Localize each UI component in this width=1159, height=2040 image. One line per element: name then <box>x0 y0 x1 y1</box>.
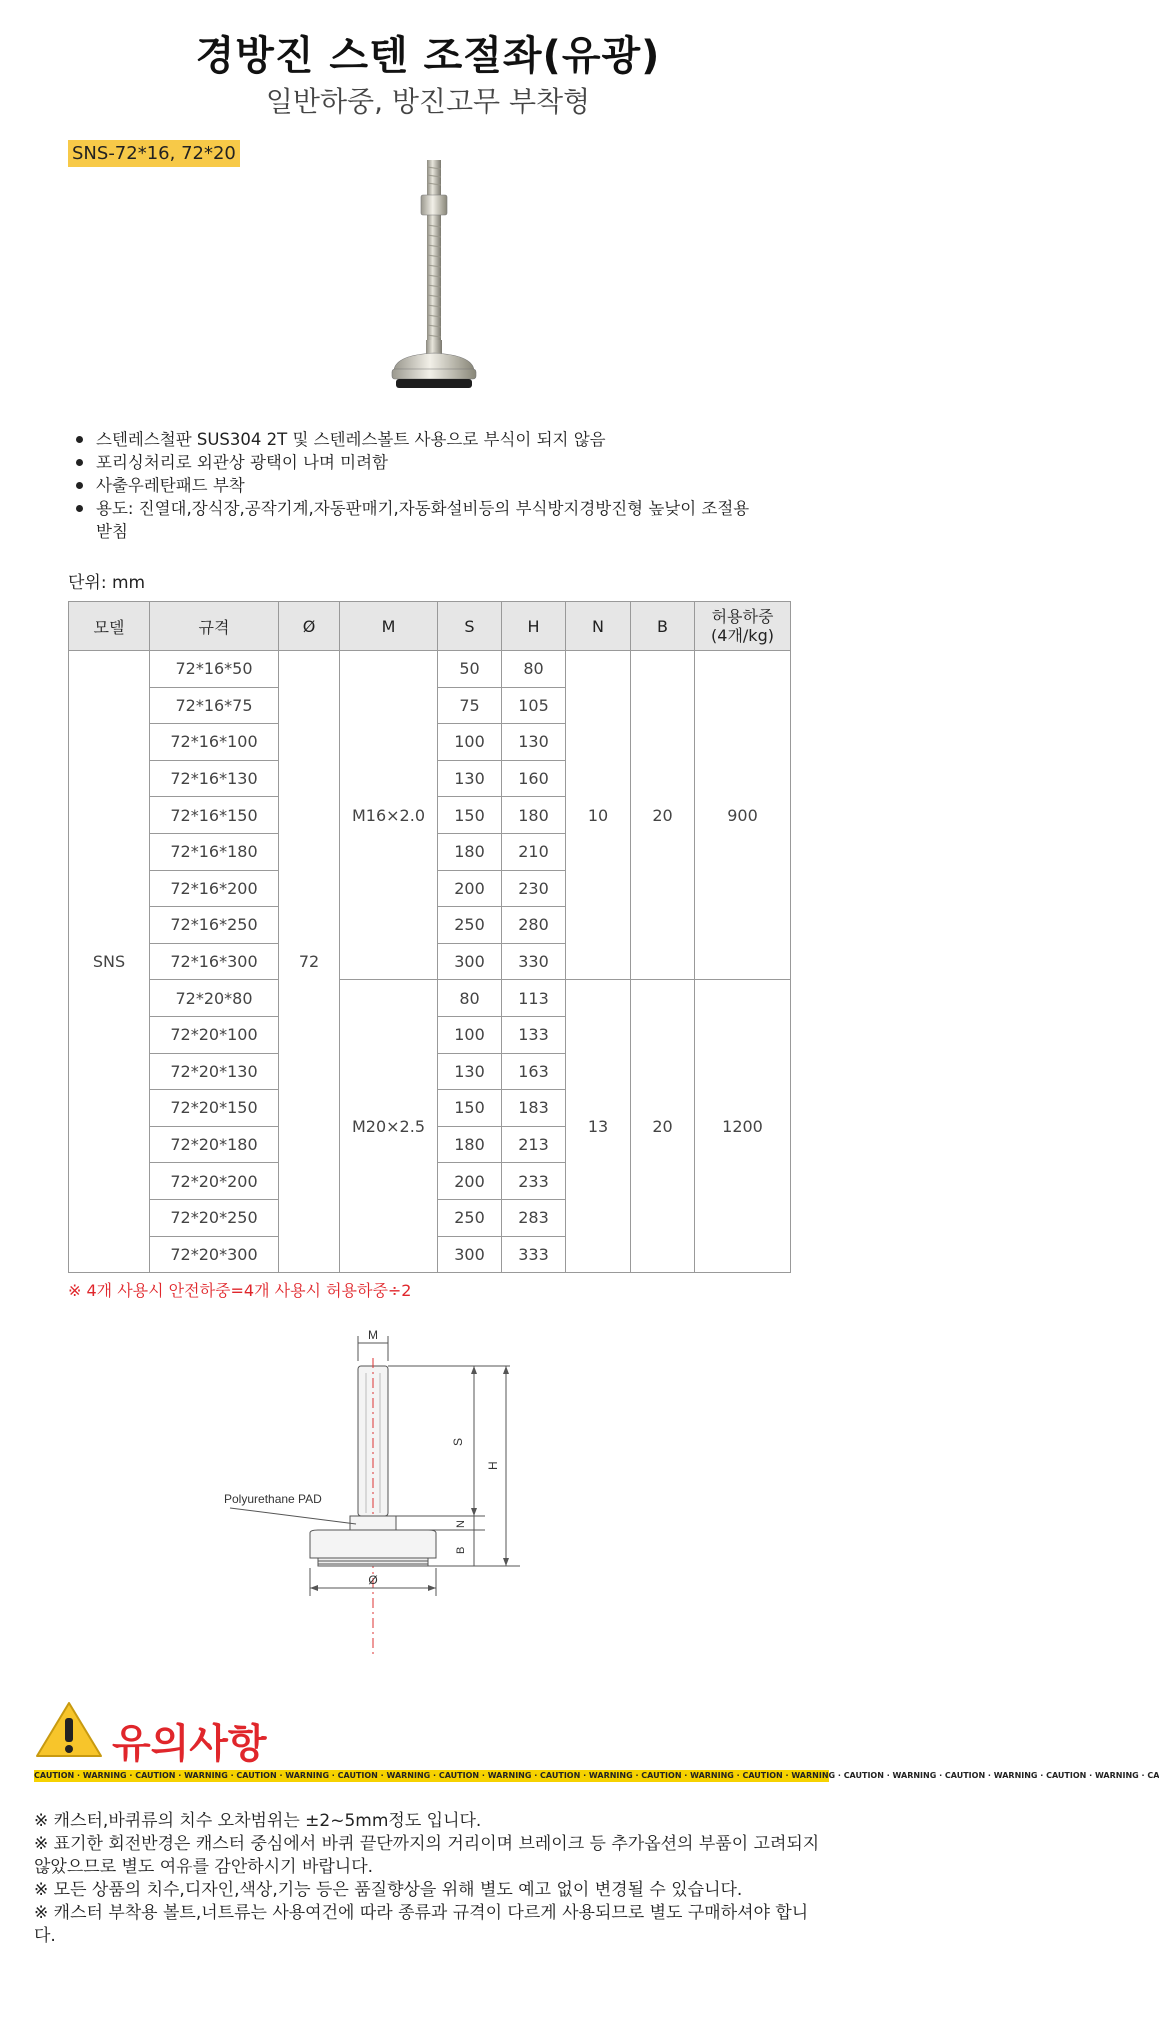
model-tag: SNS-72*16, 72*20 <box>68 140 240 167</box>
cell-s: 180 <box>438 1126 502 1163</box>
spec-table-body <box>69 651 791 1273</box>
cell-s: 300 <box>438 1236 502 1273</box>
table-row <box>69 651 791 688</box>
cell-h: 180 <box>502 797 566 834</box>
caution-title: 유의사항 <box>112 1721 267 1767</box>
page-title: 경방진 스텐 조절좌(유광) <box>195 33 661 79</box>
cell-m: M16×2.0 <box>340 651 438 980</box>
cell-spec: 72*16*130 <box>150 760 279 797</box>
cell-s: 200 <box>438 1163 502 1200</box>
dim-h-label: H <box>486 1461 500 1470</box>
feature-item: 포리싱처리로 외관상 광택이 나며 미려함 <box>70 451 770 474</box>
cell-b: 20 <box>631 980 695 1273</box>
cell-h: 113 <box>502 980 566 1017</box>
cell-s: 130 <box>438 1053 502 1090</box>
cell-s: 75 <box>438 687 502 724</box>
pad-label: Polyurethane PAD <box>224 1492 322 1506</box>
cell-spec: 72*20*150 <box>150 1090 279 1127</box>
cell-s: 150 <box>438 1090 502 1127</box>
leveling-foot-photo <box>380 155 490 405</box>
cell-spec: 72*20*200 <box>150 1163 279 1200</box>
cell-spec: 72*16*250 <box>150 907 279 944</box>
cell-m: M20×2.5 <box>340 980 438 1273</box>
warning-icon <box>34 1700 104 1760</box>
cell-s: 130 <box>438 760 502 797</box>
cell-n: 10 <box>566 651 631 980</box>
cell-load: 1200 <box>695 980 791 1273</box>
cell-spec: 72*20*130 <box>150 1053 279 1090</box>
cell-h: 183 <box>502 1090 566 1127</box>
feature-item: 용도: 진열대,장식장,공작기계,자동판매기,자동화설비등의 부식방지경방진형 높낮이 조절용 받침 <box>70 497 770 543</box>
cell-b: 20 <box>631 651 695 980</box>
cell-h: 163 <box>502 1053 566 1090</box>
safety-note: ※ 4개 사용시 안전하중=4개 사용시 허용하중÷2 <box>68 1281 412 1300</box>
cell-spec: 72*16*150 <box>150 797 279 834</box>
cell-s: 50 <box>438 651 502 688</box>
table-header-row <box>69 602 791 651</box>
cell-spec: 72*16*75 <box>150 687 279 724</box>
cell-h: 330 <box>502 943 566 980</box>
cell-h: 105 <box>502 687 566 724</box>
cell-s: 180 <box>438 833 502 870</box>
cell-diameter: 72 <box>279 651 340 1273</box>
cell-spec: 72*20*300 <box>150 1236 279 1273</box>
dim-b-label: B <box>455 1546 467 1554</box>
header-spec: 규격 <box>150 602 279 651</box>
caution-item: ※ 캐스터 부착용 볼트,너트류는 사용여건에 따라 종류과 규격이 다르게 사용되므로 별도 구매하셔야 합니다. <box>34 1903 809 1946</box>
feature-list <box>70 428 770 543</box>
cell-h: 213 <box>502 1126 566 1163</box>
cell-spec: 72*16*200 <box>150 870 279 907</box>
cell-spec: 72*16*100 <box>150 724 279 761</box>
dimension-diagram <box>210 1328 610 1688</box>
cell-h: 160 <box>502 760 566 797</box>
cell-model: SNS <box>69 651 150 1273</box>
header-load: 허용하중 (4개/kg) <box>695 602 791 651</box>
cell-s: 250 <box>438 1199 502 1236</box>
spec-table <box>68 601 791 1273</box>
header-m: M <box>340 602 438 651</box>
cell-s: 80 <box>438 980 502 1017</box>
cell-h: 133 <box>502 1016 566 1053</box>
cell-h: 210 <box>502 833 566 870</box>
cell-h: 283 <box>502 1199 566 1236</box>
cell-spec: 72*20*100 <box>150 1016 279 1053</box>
cell-h: 230 <box>502 870 566 907</box>
caution-tape: CAUTION · WARNING · CAUTION · WARNING · CAUTION · WARNING · CAUTION · WARNING · CAUTION · WARNING · CAUTION · WARNING · CAUTION · WARNING · CAUTION · WARNING · CAUTION · WARNING · CAUTION · WARNING · CAUTION · WARNING · CA <box>34 1771 1159 1780</box>
header-diameter: Ø <box>279 602 340 651</box>
cell-h: 130 <box>502 724 566 761</box>
cell-spec: 72*16*50 <box>150 651 279 688</box>
cell-spec: 72*16*180 <box>150 833 279 870</box>
caution-item: ※ 모든 상품의 치수,디자인,색상,기능 등은 품질향상을 위해 별도 예고 없이 변경될 수 있습니다. <box>34 1880 743 1900</box>
cell-load: 900 <box>695 651 791 980</box>
dim-m-label: M <box>368 1328 378 1342</box>
cell-n: 13 <box>566 980 631 1273</box>
header-n: N <box>566 602 631 651</box>
cell-spec: 72*16*300 <box>150 943 279 980</box>
unit-label: 단위: mm <box>68 573 146 593</box>
dim-dia-label: Ø <box>368 1573 378 1587</box>
cell-h: 233 <box>502 1163 566 1200</box>
cell-h: 80 <box>502 651 566 688</box>
cell-spec: 72*20*80 <box>150 980 279 1017</box>
cell-s: 100 <box>438 724 502 761</box>
dim-s-label: S <box>451 1437 465 1446</box>
cell-s: 150 <box>438 797 502 834</box>
header-s: S <box>438 602 502 651</box>
caution-item: ※ 캐스터,바퀴류의 치수 오차범위는 ±2~5mm정도 입니다. <box>34 1811 482 1831</box>
cell-spec: 72*20*250 <box>150 1199 279 1236</box>
cell-h: 333 <box>502 1236 566 1273</box>
header-h: H <box>502 602 566 651</box>
header-model: 모델 <box>69 602 150 651</box>
cell-s: 250 <box>438 907 502 944</box>
cell-s: 200 <box>438 870 502 907</box>
caution-item: ※ 표기한 회전반경은 캐스터 중심에서 바퀴 끝단까지의 거리이며 브레이크 등 추가옵션의 부품이 고려되지 않았으므로 별도 여유를 감안하시기 바랍니다. <box>34 1834 820 1877</box>
cell-s: 300 <box>438 943 502 980</box>
feature-item: 스텐레스철판 SUS304 2T 및 스텐레스볼트 사용으로 부식이 되지 않음 <box>70 428 770 451</box>
feature-item: 사출우레탄패드 부착 <box>70 474 770 497</box>
cell-h: 280 <box>502 907 566 944</box>
caution-list <box>34 1810 824 1948</box>
page-subtitle: 일반하중, 방진고무 부착형 <box>265 85 591 118</box>
header-b: B <box>631 602 695 651</box>
table-row <box>69 980 791 1017</box>
dim-n-label: N <box>455 1520 467 1528</box>
cell-spec: 72*20*180 <box>150 1126 279 1163</box>
cell-s: 100 <box>438 1016 502 1053</box>
